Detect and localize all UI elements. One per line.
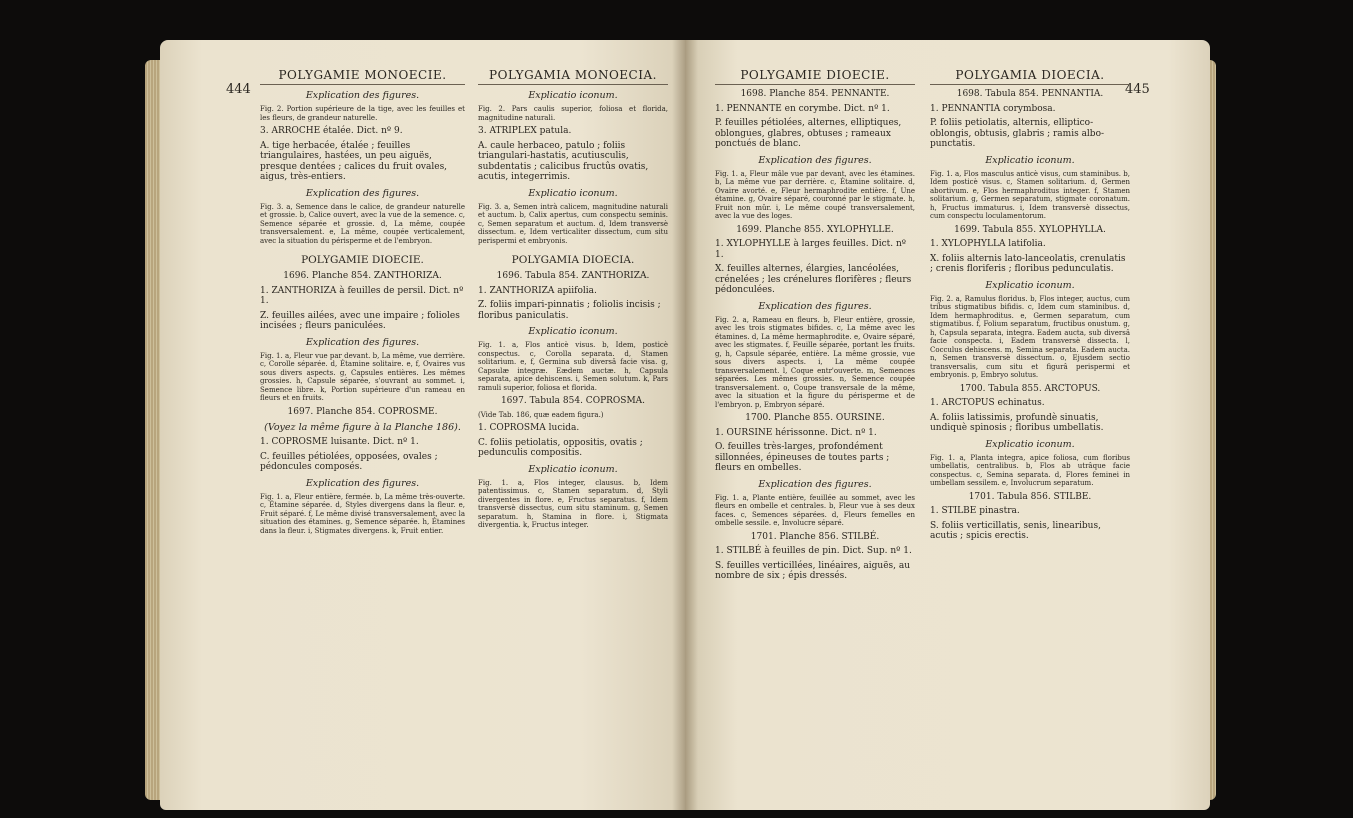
plate-heading: 1700. Planche 855. OURSINE. [745, 413, 885, 423]
open-book [160, 40, 1210, 810]
plate-heading: 1697. Planche 854. COPROSME. [287, 406, 438, 417]
species-name: 3. ATRIPLEX patula. [478, 126, 572, 136]
explicatio-title: Explicatio iconum. [985, 154, 1075, 166]
figure-caption: Fig. 1. a, Flos anticè visus. b, Idem, posticè conspectus. c, Corolla separata. d, Stamen solitarium. e, f, Germina sub diversâ facie visa. g, Capsulæ integræ. Eædem auctæ. h, Capsula separata, apice dehiscens. i, Semen solutum. k, Pars ramuli superior, foliosa et florida. [478, 341, 668, 392]
species-description: X. foliis alternis lato-lanceolatis, crenulatis ; crenis floriferis ; floribus pedunculatis. [930, 253, 1126, 274]
left-page [160, 40, 685, 810]
species-description: A. foliis latissimis, profundè sinuatis, undiquè spinosis ; floribus umbellatis. [930, 412, 1104, 433]
plate-heading: 1699. Tabula 855. XYLOPHYLLA. [954, 224, 1106, 235]
explication-title: Explication des figures. [758, 478, 872, 490]
section-heading: POLYGAMIE DIOECIE. [301, 254, 424, 266]
figure-caption: Fig. 1. a, Fleur entière, fermée. b, La même très-ouverte. c, Étamine séparée. d, Styles divergens dans la fleur. e, Fruit séparé. f, Le même divisé transversalement, avec la situation des étamines. g, Semence séparée. h, Étamines dans la fleur. i, Stigmates divergens. k, Fruit entier. [260, 492, 465, 535]
figure-caption: Fig. 2. a, Ramulus floridus. b, Flos integer, auctus, cum tribus stigmatibus bifidis. c, Idem cum staminibus. d, Idem hermaphroditus. e, Germen separatum, cum stigmatibus. f, Folium separatum, fructibus onustum. g, h, Capsula separata, integra. Eadem aucta, sub diversâ facie conspecta. i, Eadem transversè dissecta. l, Cocculus dehiscens. m, Semina separata. Eadem aucta. n, Semen transversè dissectum. o, Ejusdem sectio transversalis, cum situ et figurâ perispermi et embryonis. p, Embryo solutus. [930, 294, 1130, 379]
figure-caption: Fig. 1. a, Flos masculus anticè visus, cum staminibus. b, Idem posticè visus. c, Stamen solitarium. d, Germen abortivum. e, Flos hermaphroditus integer. f, Stamen solitarium. g, Germen separatum, stigmate coronatum. h, Fructus immaturus. i, Idem transversè dissectus, cum conspectu loculamentorum. [930, 169, 1130, 220]
explication-title: Explication des figures. [305, 187, 420, 199]
figure-caption: Fig. 2. a, Rameau en fleurs. b, Fleur entière, grossie, avec les trois stigmates bifides. c, La même avec les étamines. d, La même hermaphrodite. e, Ovaire séparé, avec les stigmates. f, Feuille séparée, portant les fruits. g, h, Capsule séparée, entière. La même grossie, vue sous divers aspects. i, La même coupée transversalement. l, Coque entr'ouverte. m, Semences séparées. Les mêmes grossies. n, Semence coupée transversalement. o, Coupe transversale de la même, avec la situation et la figure du périsperme et de l'embryon. p, Embryon séparé. [715, 315, 915, 409]
figure-caption: Fig. 2. Portion supérieure de la tige, avec les feuilles et les fleurs, de grandeur naturelle. [260, 105, 465, 122]
cross-reference-note: (Voyez la même figure à la Planche 186). [264, 422, 461, 433]
species-name: 1. PENNANTE en corymbe. Dict. nº 1. [715, 103, 890, 114]
species-description: X. feuilles alternes, élargies, lancéolées, crénelées ; les crénelures florifères ; fleurs pédonculées. [715, 264, 912, 295]
plate-heading: 1698. Planche 854. PENNANTE. [740, 89, 890, 99]
explicatio-title: Explicatio iconum. [528, 463, 618, 475]
right-french-column [715, 70, 915, 586]
book-gutter [672, 40, 698, 810]
plate-heading: 1696. Planche 854. ZANTHORIZA. [283, 271, 442, 281]
explication-title: Explication des figures. [305, 477, 420, 489]
explication-title: Explication des figures. [758, 154, 872, 166]
figure-caption: Fig. 2. Pars caulis superior, foliosa et florida, magnitudine naturali. [478, 105, 668, 122]
right-page-number: 445 [1125, 82, 1150, 97]
explication-title: Explication des figures. [305, 90, 420, 101]
figure-caption: Fig. 1. a, Planta integra, apice foliosa, cum floribus umbellatis, centralibus. b, Flos ab utrâque facie conspectus. c, Semina separata. d, Flores feminei in umbellam sessilem. e, Involucrum separatum. [930, 453, 1130, 487]
explicatio-title: Explicatio iconum. [985, 438, 1075, 450]
figure-caption: Fig. 3. a, Semence dans le calice, de grandeur naturelle et grossie. b, Calice ouvert, avec la vue de la semence. c, Semence séparée et grossie. d, La même, coupée transversalement. e, La même, coupée verticalement, avec la situation du périsperme et de l'embryon. [260, 202, 465, 245]
species-name: 1. COPROSMA lucida. [478, 423, 580, 433]
explication-title: Explication des figures. [758, 300, 872, 312]
species-name: 1. OURSINE hérissonne. Dict. nº 1. [715, 427, 877, 438]
figure-caption: Fig. 1. a, Fleur vue par devant. b, La même, vue derrière. c, Corolle séparée. d, Étamine solitaire. e, f, Ovaires vus sous divers aspects. g, Capsules entières. Les mêmes grossies. h, Capsule séparée, s'ouvrant au sommet. i, Semence libre. k, Portion supérieure d'un rameau en fleurs et en fruits. [260, 351, 465, 402]
species-name: 1. STILBÉ à feuilles de pin. Dict. Sup. nº 1. [715, 546, 912, 556]
cross-reference-note: (Vide Tab. 186, quæ eadem figura.) [478, 410, 604, 419]
left-french-column [260, 70, 465, 539]
species-description: Z. feuilles ailées, avec une impaire ; folioles incisées ; fleurs paniculées. [260, 310, 460, 331]
figure-caption: Fig. 1. a, Fleur mâle vue par devant, avec les étamines. b, La même vue par derrière. c, Étamine solitaire. d, Ovaire avorté. e, Fleur hermaphrodite entière. f, Une étamine. g, Ovaire séparé, couronné par le stigmate. h, Fruit non mûr. i, Le même coupé transversalement, avec la vue des loges. [715, 169, 915, 220]
explication-title: Explication des figures. [305, 336, 420, 348]
species-description: P. foliis petiolatis, alternis, elliptico-oblongis, obtusis, glabris ; ramis albo-punctatis. [930, 118, 1105, 149]
species-name: 1. ARCTOPUS echinatus. [930, 398, 1045, 408]
plate-heading: 1699. Planche 855. XYLOPHYLLE. [736, 224, 894, 235]
explicatio-title: Explicatio iconum. [528, 326, 618, 337]
species-name: 3. ARROCHE étalée. Dict. nº 9. [260, 126, 403, 136]
explicatio-title: Explicatio iconum. [985, 279, 1075, 291]
right-latin-header: POLYGAMIA DIOECIA. [930, 70, 1130, 85]
figure-caption: Fig. 3. a, Semen intrà calicem, magnitudine naturali et auctum. b, Calix apertus, cum conspectu seminis. c, Semen separatum et auctum. d, Idem transversè dissectum. e, Idem verticaliter dissectum, cum situ perispermi et embryonis. [478, 202, 668, 245]
species-name: 1. COPROSME luisante. Dict. nº 1. [260, 437, 419, 447]
species-name: 1. XYLOPHYLLA latifolia. [930, 239, 1046, 249]
species-description: P. feuilles pétiolées, alternes, elliptiques, oblongues, glabres, obtuses ; rameaux ponctués de blanc. [715, 118, 902, 149]
explicatio-title: Explicatio iconum. [528, 187, 618, 199]
right-latin-column [930, 70, 1130, 546]
plate-heading: 1701. Planche 856. STILBÉ. [750, 531, 880, 542]
book-edge-left [145, 60, 161, 800]
species-description: A. caule herbaceo, patulo ; foliis triangulari-hastatis, acutiusculis, subdentatis ; calicibus fructûs ovatis, acutis, integerrimis. [478, 140, 649, 182]
section-heading: POLYGAMIA DIOECIA. [511, 254, 635, 266]
species-name: 1. STILBE pinastra. [930, 506, 1020, 516]
species-name: 1. ZANTHORIZA apiifolia. [478, 285, 597, 296]
figure-caption: Fig. 1. a, Flos integer, clausus. b, Idem patentissimus. c, Stamen separatum. d, Styli divergentes in flore. e, Fructus separatus. f, Idem transversè dissectus, cum situ staminum. g, Semen separatum. h, Stamina in flore. i, Stigmata divergentia. k, Fructus integer. [478, 478, 668, 529]
left-page-number: 444 [226, 82, 251, 97]
right-page [685, 40, 1210, 810]
left-french-header: POLYGAMIE MONOECIE. [260, 70, 465, 85]
species-description: C. feuilles pétiolées, opposées, ovales ; pédoncules composés. [260, 451, 438, 472]
species-name: 1. PENNANTIA corymbosa. [930, 103, 1056, 114]
left-latin-column [478, 70, 668, 534]
plate-heading: 1696. Tabula 854. ZANTHORIZA. [496, 271, 650, 281]
species-name: 1. XYLOPHYLLE à larges feuilles. Dict. nº 1. [715, 239, 906, 260]
species-name: 1. ZANTHORIZA à feuilles de persil. Dict. nº 1. [260, 285, 464, 306]
species-description: S. foliis verticillatis, senis, linearibus, acutis ; spicis erectis. [930, 520, 1101, 541]
species-description: Z. foliis impari-pinnatis ; foliolis incisis ; floribus paniculatis. [478, 300, 661, 321]
plate-heading: 1700. Tabula 855. ARCTOPUS. [959, 383, 1101, 394]
plate-heading: 1698. Tabula 854. PENNANTIA. [956, 89, 1104, 99]
right-french-header: POLYGAMIE DIOECIE. [715, 70, 915, 85]
species-description: S. feuilles verticillées, linéaires, aiguës, au nombre de six ; épis dressés. [715, 560, 911, 581]
plate-heading: 1697. Tabula 854. COPROSMA. [500, 396, 646, 406]
species-description: O. feuilles très-larges, profondément sillonnées, épineuses de toutes parts ; fleurs en ombelles. [715, 442, 890, 473]
explicatio-title: Explicatio iconum. [528, 90, 618, 101]
plate-heading: 1701. Tabula 856. STILBE. [968, 491, 1092, 502]
figure-caption: Fig. 1. a, Plante entière, feuillée au sommet, avec les fleurs en ombelle et centrales. b, Fleur vue à ses deux faces. c, Semences séparées. d, Fleurs femelles en ombelle sessile. e, Involucre séparé. [715, 493, 915, 527]
species-description: A. tige herbacée, étalée ; feuilles triangulaires, hastées, un peu aiguës, presque dentées ; calices du fruit ovales, aigus, très-entiers. [260, 140, 448, 182]
species-description: C. foliis petiolatis, oppositis, ovatis ; pedunculis compositis. [478, 437, 643, 458]
left-latin-header: POLYGAMIA MONOECIA. [478, 70, 668, 85]
